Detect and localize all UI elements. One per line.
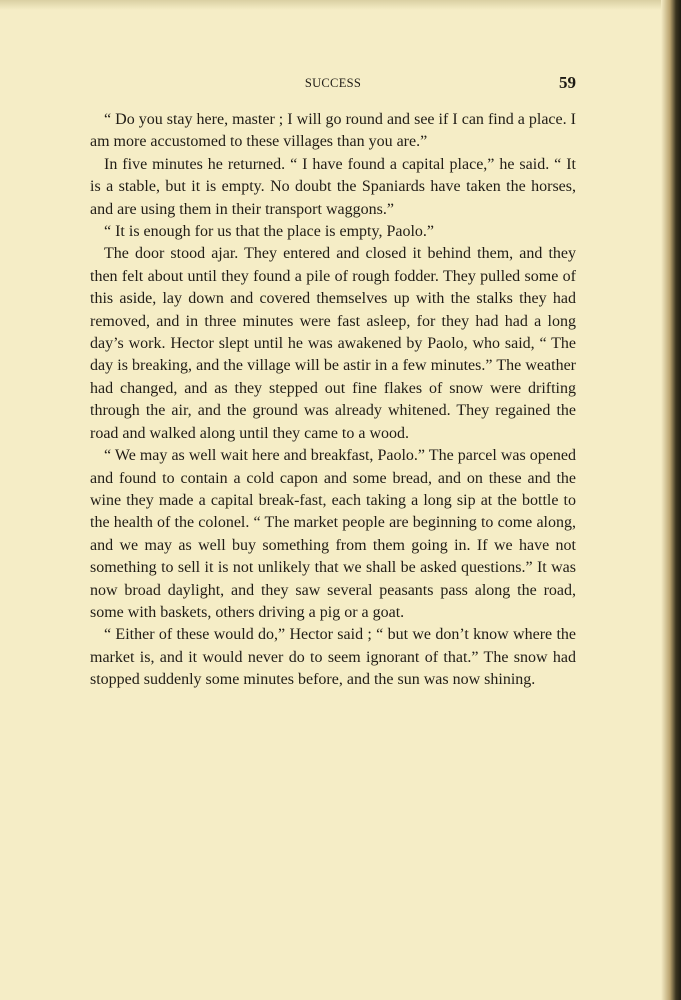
page-top-edge xyxy=(0,0,681,10)
book-binding-edge xyxy=(661,0,681,1000)
running-title: SUCCESS xyxy=(304,76,362,90)
paragraph: “ Either of these would do,” Hector said ; “ but we don’t know where the market is, and it would never do to seem ignorant of that.” The snow had stopped suddenly some minutes before, and the sun was now shining. xyxy=(90,626,576,689)
paragraph: “ We may as well wait here and breakfast, Paolo.” The parcel was opened and found to contain a cold capon and some bread, and on these and the wine they made a capital break-fast, each taking a long sip at the bottle to the health of the colonel. “ The market people are beginning to come along, and we may as well buy something from them going in. If we have not something to sell it is not unlikely that we shall be asked questions.” It was now broad daylight, and they saw several peasants pass along the road, some with baskets, others driving a pig or a goat. xyxy=(90,447,576,621)
paragraph: “ Do you stay here, master ; I will go round and see if I can find a place. I am more accustomed to these villages than you are.” xyxy=(90,111,576,151)
paragraph: In five minutes he returned. “ I have found a capital place,” he said. “ It is a stable, but it is empty. No doubt the Spaniards have taken the horses, and are using them in their transport waggons.” xyxy=(90,155,576,218)
paragraph: “ It is enough for us that the place is empty, Paolo.” xyxy=(104,223,434,241)
page-header xyxy=(90,73,576,96)
body-text xyxy=(90,109,576,692)
paragraph: The door stood ajar. They entered and closed it behind them, and they then felt about until they found a pile of rough fodder. They pulled some of this aside, lay down and covered themselves up with the stalks they had removed, and in three minutes were fast asleep, for they had had a long day’s work. Hector slept until he was awakened by Paolo, who said, “ The day is breaking, and the village will be astir in a few minutes.” The weather had changed, and as they stepped out fine flakes of snow were drifting through the air, and the ground was already whitened. They regained the road and walked along until they came to a wood. xyxy=(90,245,576,442)
page-number: 59 xyxy=(559,73,576,92)
